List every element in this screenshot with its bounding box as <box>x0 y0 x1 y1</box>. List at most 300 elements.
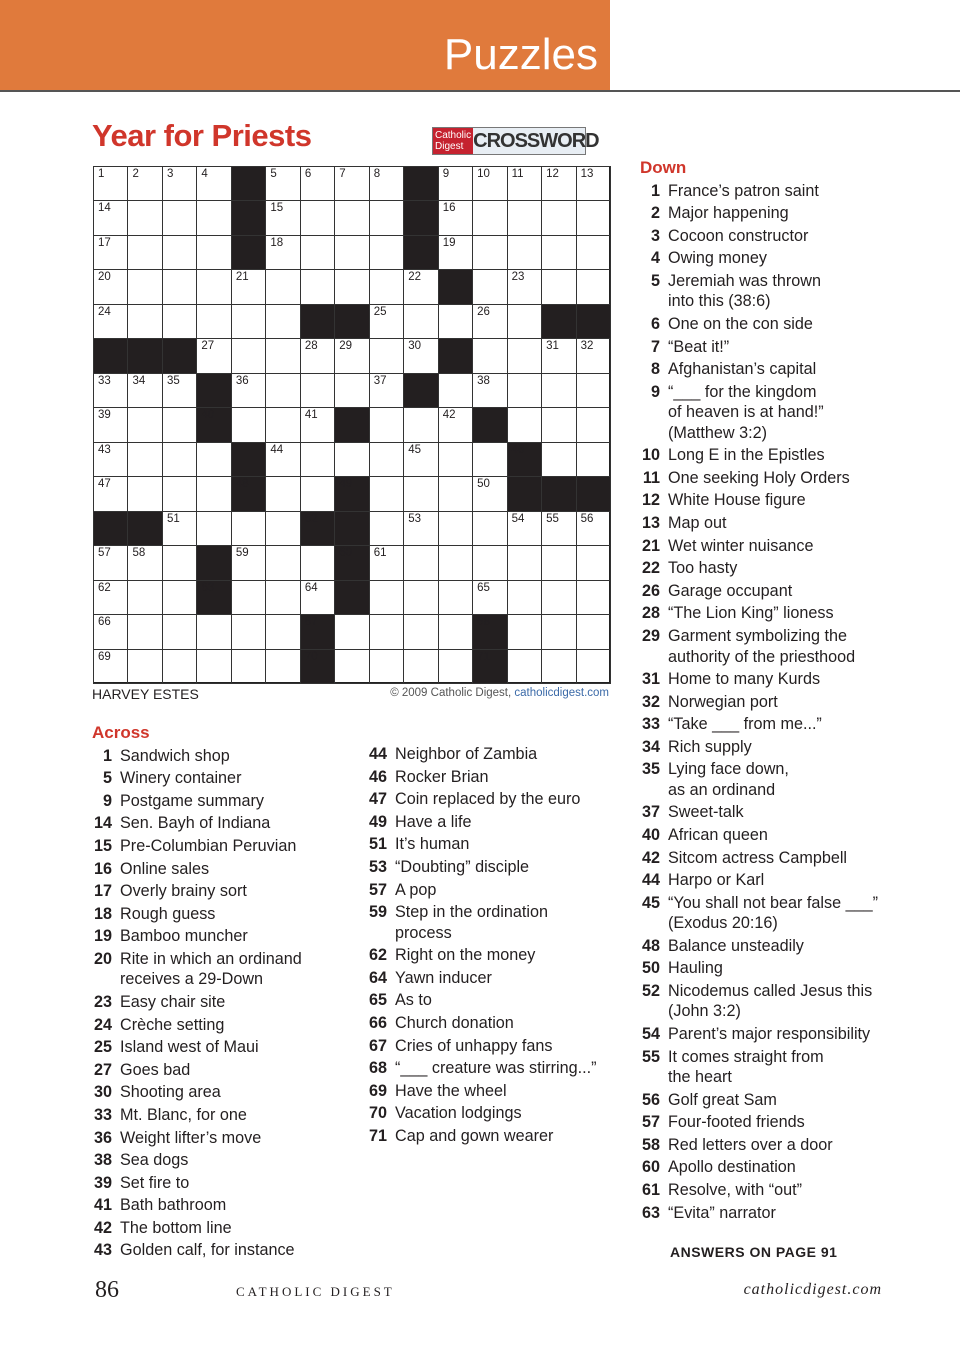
cell-number: 71 <box>477 650 490 663</box>
clue-number: 61 <box>641 1180 660 1199</box>
grid-cell[interactable] <box>265 545 300 580</box>
clue-item <box>640 535 940 558</box>
grid-block <box>403 200 438 235</box>
grid-cell[interactable] <box>300 200 335 235</box>
clue-item <box>92 790 362 813</box>
grid-cell[interactable] <box>93 166 128 201</box>
grid-cell[interactable] <box>300 580 335 615</box>
grid-cell[interactable] <box>403 545 438 580</box>
clue-number: 16 <box>93 859 112 878</box>
grid-cell[interactable] <box>472 545 507 580</box>
grid-cell[interactable] <box>541 373 576 408</box>
grid-cell[interactable] <box>438 442 473 477</box>
grid-cell[interactable] <box>541 338 576 373</box>
grid-cell[interactable] <box>472 200 507 235</box>
grid-cell[interactable] <box>265 373 300 408</box>
clue-item <box>92 1149 362 1172</box>
grid-cell[interactable] <box>127 166 162 201</box>
clue-number: 71 <box>368 1126 387 1145</box>
clue-item <box>367 1080 622 1103</box>
clue-item <box>640 247 940 270</box>
grid-cell[interactable] <box>300 166 335 201</box>
grid-cell[interactable] <box>369 235 404 270</box>
grid-cell[interactable] <box>162 649 197 684</box>
grid-cell[interactable] <box>541 200 576 235</box>
grid-block <box>231 166 266 201</box>
grid-cell[interactable] <box>403 442 438 477</box>
grid-cell[interactable] <box>300 476 335 511</box>
grid-cell[interactable] <box>93 580 128 615</box>
grid-block <box>162 338 197 373</box>
grid-cell[interactable] <box>403 511 438 546</box>
grid-cell[interactable] <box>541 511 576 546</box>
cell-number: 20 <box>98 271 111 284</box>
grid-cell[interactable] <box>472 442 507 477</box>
grid-cell[interactable] <box>369 200 404 235</box>
cell-number: 37 <box>373 374 387 387</box>
clue-text: Home to many Kurds <box>668 670 821 688</box>
clue-text: Set fire to <box>120 1173 190 1192</box>
grid-cell[interactable] <box>196 614 231 649</box>
clue-item <box>367 901 622 944</box>
clue-item <box>640 691 940 714</box>
grid-cell[interactable] <box>127 373 162 408</box>
grid-cell[interactable] <box>231 580 266 615</box>
clue-text: White House figure <box>668 491 806 510</box>
grid-cell[interactable] <box>369 511 404 546</box>
grid-cell[interactable] <box>93 545 128 580</box>
grid-cell[interactable] <box>300 442 335 477</box>
clue-item <box>640 758 940 801</box>
grid-cell[interactable] <box>507 304 542 339</box>
cell-number: 25 <box>373 305 387 318</box>
grid-cell[interactable] <box>334 338 369 373</box>
grid-cell[interactable] <box>162 580 197 615</box>
grid-cell[interactable] <box>196 200 231 235</box>
grid-cell[interactable] <box>231 649 266 684</box>
grid-cell[interactable] <box>162 442 197 477</box>
clue-text: One on the con side <box>668 314 813 333</box>
grid-cell[interactable] <box>403 476 438 511</box>
grid-cell[interactable] <box>507 407 542 442</box>
grid-cell[interactable] <box>196 304 231 339</box>
grid-cell[interactable] <box>541 166 576 201</box>
grid-cell[interactable] <box>93 200 128 235</box>
grid-cell[interactable] <box>93 614 128 649</box>
grid-cell[interactable] <box>300 235 335 270</box>
cell-number: 62 <box>98 581 111 594</box>
grid-cell[interactable] <box>265 200 300 235</box>
grid-cell[interactable] <box>196 511 231 546</box>
grid-cell[interactable] <box>369 269 404 304</box>
grid-cell[interactable] <box>507 580 542 615</box>
grid-cell[interactable] <box>265 649 300 684</box>
grid-cell[interactable] <box>196 649 231 684</box>
clue-item <box>640 892 940 935</box>
grid-cell[interactable] <box>127 476 162 511</box>
grid-cell[interactable] <box>231 338 266 373</box>
clue-item <box>92 1194 362 1217</box>
grid-cell[interactable] <box>507 200 542 235</box>
grid-cell[interactable] <box>541 649 576 684</box>
grid-cell[interactable] <box>334 166 369 201</box>
grid-cell[interactable] <box>93 235 128 270</box>
clue-text: “Doubting” disciple <box>395 857 530 876</box>
grid-cell[interactable] <box>162 511 197 546</box>
clue-item <box>640 1134 940 1157</box>
grid-cell[interactable] <box>93 476 128 511</box>
crossword-grid[interactable] <box>93 166 610 683</box>
clue-item <box>92 835 362 858</box>
grid-cell[interactable] <box>369 373 404 408</box>
grid-cell[interactable] <box>265 304 300 339</box>
clue-text: Have the wheel <box>395 1081 507 1100</box>
grid-cell[interactable] <box>403 580 438 615</box>
grid-block <box>438 338 473 373</box>
grid-cell[interactable] <box>127 580 162 615</box>
grid-cell[interactable] <box>576 580 611 615</box>
clue-number: 4 <box>650 249 660 268</box>
grid-cell[interactable] <box>162 235 197 270</box>
clue-number: 5 <box>650 271 660 290</box>
grid-cell[interactable] <box>541 442 576 477</box>
grid-cell[interactable] <box>265 166 300 201</box>
grid-cell[interactable] <box>231 614 266 649</box>
grid-cell[interactable] <box>162 476 197 511</box>
grid-cell[interactable] <box>369 166 404 201</box>
grid-cell[interactable] <box>196 235 231 270</box>
grid-cell[interactable] <box>576 511 611 546</box>
grid-cell[interactable] <box>369 338 404 373</box>
grid-cell[interactable] <box>334 649 369 684</box>
grid-cell[interactable] <box>472 338 507 373</box>
grid-cell[interactable] <box>196 269 231 304</box>
grid-cell[interactable] <box>541 235 576 270</box>
clue-number: 8 <box>650 360 660 379</box>
answers-note: ANSWERS ON PAGE 91 <box>670 1244 838 1260</box>
grid-block <box>541 304 576 339</box>
clue-number: 59 <box>368 903 387 922</box>
cell-number: 10 <box>477 168 490 180</box>
grid-block <box>334 304 369 339</box>
grid-cell[interactable] <box>576 545 611 580</box>
grid-cell[interactable] <box>162 614 197 649</box>
grid-cell[interactable] <box>231 304 266 339</box>
cell-number: 36 <box>235 374 249 387</box>
clue-text: Balance unsteadily <box>668 936 804 955</box>
grid-cell[interactable] <box>162 373 197 408</box>
grid-cell[interactable] <box>403 649 438 684</box>
clue-text: As to <box>395 991 432 1010</box>
clue-item <box>640 580 940 603</box>
clue-item <box>640 1156 940 1179</box>
clue-item <box>367 989 622 1012</box>
grid-cell[interactable] <box>576 614 611 649</box>
grid-cell[interactable] <box>369 476 404 511</box>
grid-cell[interactable] <box>196 442 231 477</box>
grid-cell[interactable] <box>334 200 369 235</box>
copyright-site-link[interactable]: catholicdigest.com <box>514 687 609 699</box>
clue-item <box>367 1012 622 1035</box>
cell-number: 13 <box>580 168 594 180</box>
grid-cell[interactable] <box>507 373 542 408</box>
grid-cell[interactable] <box>162 269 197 304</box>
grid-block <box>334 476 369 511</box>
grid-cell[interactable] <box>403 614 438 649</box>
grid-cell[interactable] <box>369 545 404 580</box>
cell-number: 7 <box>339 168 346 180</box>
grid-cell[interactable] <box>300 407 335 442</box>
grid-cell[interactable] <box>127 269 162 304</box>
grid-cell[interactable] <box>300 269 335 304</box>
grid-cell[interactable] <box>438 200 473 235</box>
grid-block <box>127 511 162 546</box>
grid-cell[interactable] <box>231 511 266 546</box>
clue-number: 11 <box>642 468 660 487</box>
grid-cell[interactable] <box>127 200 162 235</box>
clue-text: “___ creature was stirring...” <box>395 1059 597 1078</box>
puzzle-author: HARVEY ESTES <box>92 686 199 702</box>
grid-cell[interactable] <box>196 166 231 201</box>
clue-number: 26 <box>641 581 660 600</box>
cell-number: 68 <box>477 616 490 629</box>
grid-cell[interactable] <box>127 545 162 580</box>
grid-cell[interactable] <box>93 373 128 408</box>
cell-number: 2 <box>132 168 139 180</box>
grid-cell[interactable] <box>576 373 611 408</box>
grid-cell[interactable] <box>438 373 473 408</box>
grid-cell[interactable] <box>265 476 300 511</box>
grid-cell[interactable] <box>576 649 611 684</box>
cell-number: 55 <box>546 512 559 525</box>
grid-block <box>403 235 438 270</box>
grid-cell[interactable] <box>265 614 300 649</box>
clue-number: 9 <box>650 382 660 401</box>
grid-cell[interactable] <box>369 580 404 615</box>
grid-cell[interactable] <box>162 200 197 235</box>
grid-cell[interactable] <box>369 442 404 477</box>
grid-cell[interactable] <box>507 614 542 649</box>
cell-number: 44 <box>270 443 284 456</box>
grid-cell[interactable] <box>334 442 369 477</box>
grid-cell[interactable] <box>334 614 369 649</box>
cell-number: 5 <box>270 168 277 180</box>
clue-item <box>92 858 362 881</box>
clue-item <box>640 847 940 870</box>
grid-cell[interactable] <box>93 407 128 442</box>
clue-text: “___ for the kingdom of heaven is at hand!” (Matthew 3:2) <box>668 382 824 442</box>
cell-number: 53 <box>408 512 422 525</box>
grid-cell[interactable] <box>127 614 162 649</box>
grid-cell[interactable] <box>438 476 473 511</box>
grid-cell[interactable] <box>334 269 369 304</box>
clue-text: The bottom line <box>120 1218 232 1237</box>
grid-cell[interactable] <box>541 407 576 442</box>
clue-text: Rough guess <box>120 904 216 923</box>
grid-cell[interactable] <box>438 407 473 442</box>
clue-item <box>640 489 940 512</box>
grid-cell[interactable] <box>472 235 507 270</box>
grid-cell[interactable] <box>403 269 438 304</box>
grid-cell[interactable] <box>127 304 162 339</box>
grid-cell[interactable] <box>369 649 404 684</box>
grid-cell[interactable] <box>472 580 507 615</box>
grid-cell[interactable] <box>93 269 128 304</box>
grid-cell[interactable] <box>369 304 404 339</box>
grid-cell[interactable] <box>507 338 542 373</box>
clue-item <box>640 1202 940 1225</box>
clue-item <box>640 824 940 847</box>
grid-block <box>196 407 231 442</box>
clue-text: Cries of unhappy fans <box>395 1036 553 1055</box>
grid-cell[interactable] <box>472 373 507 408</box>
clue-text: Rich supply <box>668 737 752 756</box>
cell-number: 26 <box>477 305 490 318</box>
grid-cell[interactable] <box>162 304 197 339</box>
clue-number: 67 <box>368 1036 387 1055</box>
grid-cell[interactable] <box>127 649 162 684</box>
grid-cell[interactable] <box>507 269 542 304</box>
grid-cell[interactable] <box>403 407 438 442</box>
grid-cell[interactable] <box>265 511 300 546</box>
grid-cell[interactable] <box>438 545 473 580</box>
grid-cell[interactable] <box>438 304 473 339</box>
cell-number: 14 <box>98 202 111 215</box>
grid-cell[interactable] <box>576 235 611 270</box>
grid-cell[interactable] <box>334 235 369 270</box>
grid-block <box>472 407 507 442</box>
grid-cell[interactable] <box>541 269 576 304</box>
clue-number: 20 <box>93 949 112 968</box>
clue-text: Yawn inducer <box>395 968 492 987</box>
clue-item <box>640 1046 940 1089</box>
grid-cell[interactable] <box>231 407 266 442</box>
grid-cell[interactable] <box>300 373 335 408</box>
cell-number: 18 <box>270 236 284 249</box>
copyright-line <box>390 687 609 699</box>
grid-cell[interactable] <box>576 200 611 235</box>
clue-item <box>367 944 622 967</box>
cell-number: 51 <box>166 512 180 525</box>
grid-cell[interactable] <box>127 442 162 477</box>
grid-cell[interactable] <box>541 614 576 649</box>
cell-number: 58 <box>132 547 146 560</box>
puzzle-title: Year for Priests <box>92 118 312 153</box>
grid-cell[interactable] <box>334 373 369 408</box>
grid-cell[interactable] <box>265 235 300 270</box>
logo-crossword-word: CROSSWORD <box>473 130 599 152</box>
grid-cell[interactable] <box>438 649 473 684</box>
clue-text: Afghanistan’s capital <box>668 360 817 379</box>
grid-cell[interactable] <box>265 580 300 615</box>
grid-cell[interactable] <box>265 442 300 477</box>
grid-cell[interactable] <box>93 442 128 477</box>
grid-cell[interactable] <box>438 614 473 649</box>
clue-text: Right on the money <box>395 946 536 965</box>
grid-cell[interactable] <box>507 649 542 684</box>
grid-cell[interactable] <box>265 338 300 373</box>
grid-cell[interactable] <box>507 545 542 580</box>
grid-block <box>576 304 611 339</box>
grid-cell[interactable] <box>231 269 266 304</box>
clue-text: Sea dogs <box>120 1151 189 1170</box>
grid-cell[interactable] <box>265 407 300 442</box>
grid-cell[interactable] <box>472 304 507 339</box>
grid-cell[interactable] <box>576 338 611 373</box>
clue-item <box>92 903 362 926</box>
grid-cell[interactable] <box>162 166 197 201</box>
grid-cell[interactable] <box>472 476 507 511</box>
clue-number: 60 <box>641 1158 660 1177</box>
grid-cell[interactable] <box>127 407 162 442</box>
footer-website: catholicdigest.com <box>743 1281 882 1298</box>
grid-cell[interactable] <box>93 304 128 339</box>
clue-number: 33 <box>93 1105 112 1124</box>
grid-cell[interactable] <box>196 476 231 511</box>
grid-cell[interactable] <box>472 511 507 546</box>
grid-cell[interactable] <box>300 545 335 580</box>
grid-cell[interactable] <box>576 269 611 304</box>
grid-cell[interactable] <box>472 269 507 304</box>
grid-cell[interactable] <box>300 338 335 373</box>
grid-block <box>231 442 266 477</box>
grid-cell[interactable] <box>265 269 300 304</box>
grid-cell[interactable] <box>438 580 473 615</box>
grid-cell[interactable] <box>472 166 507 201</box>
grid-cell[interactable] <box>507 235 542 270</box>
clue-item <box>367 811 622 834</box>
clue-number: 25 <box>93 1038 112 1057</box>
clue-text: Wet winter nuisance <box>668 536 814 555</box>
grid-cell[interactable] <box>576 407 611 442</box>
cell-number: 6 <box>304 168 312 180</box>
grid-cell[interactable] <box>403 338 438 373</box>
grid-cell[interactable] <box>162 545 197 580</box>
grid-cell[interactable] <box>576 166 611 201</box>
grid-cell[interactable] <box>93 649 128 684</box>
grid-cell[interactable] <box>369 614 404 649</box>
cell-number: 65 <box>477 581 490 594</box>
grid-cell[interactable] <box>231 373 266 408</box>
clue-text: A pop <box>395 880 437 899</box>
clue-text: Harpo or Karl <box>668 871 765 890</box>
grid-block <box>231 476 266 511</box>
grid-cell[interactable] <box>438 166 473 201</box>
grid-block <box>196 580 231 615</box>
grid-cell[interactable] <box>541 545 576 580</box>
clue-number: 31 <box>641 670 660 688</box>
clue-text: Jeremiah was thrown into this (38:6) <box>668 271 821 311</box>
grid-cell[interactable] <box>438 511 473 546</box>
grid-cell[interactable] <box>507 166 542 201</box>
clue-text: Postgame summary <box>120 791 264 810</box>
grid-cell[interactable] <box>438 235 473 270</box>
cell-number: 50 <box>477 478 490 491</box>
grid-cell[interactable] <box>403 304 438 339</box>
grid-cell[interactable] <box>162 407 197 442</box>
grid-cell[interactable] <box>231 545 266 580</box>
clue-text: Pre-Columbian Peruvian <box>120 836 297 855</box>
grid-cell[interactable] <box>576 442 611 477</box>
grid-cell[interactable] <box>507 511 542 546</box>
grid-cell[interactable] <box>196 338 231 373</box>
grid-cell[interactable] <box>541 580 576 615</box>
grid-cell[interactable] <box>127 235 162 270</box>
clue-number: 41 <box>93 1196 112 1215</box>
down-heading: Down <box>640 158 687 177</box>
cell-number: 27 <box>201 340 215 353</box>
grid-cell[interactable] <box>369 407 404 442</box>
